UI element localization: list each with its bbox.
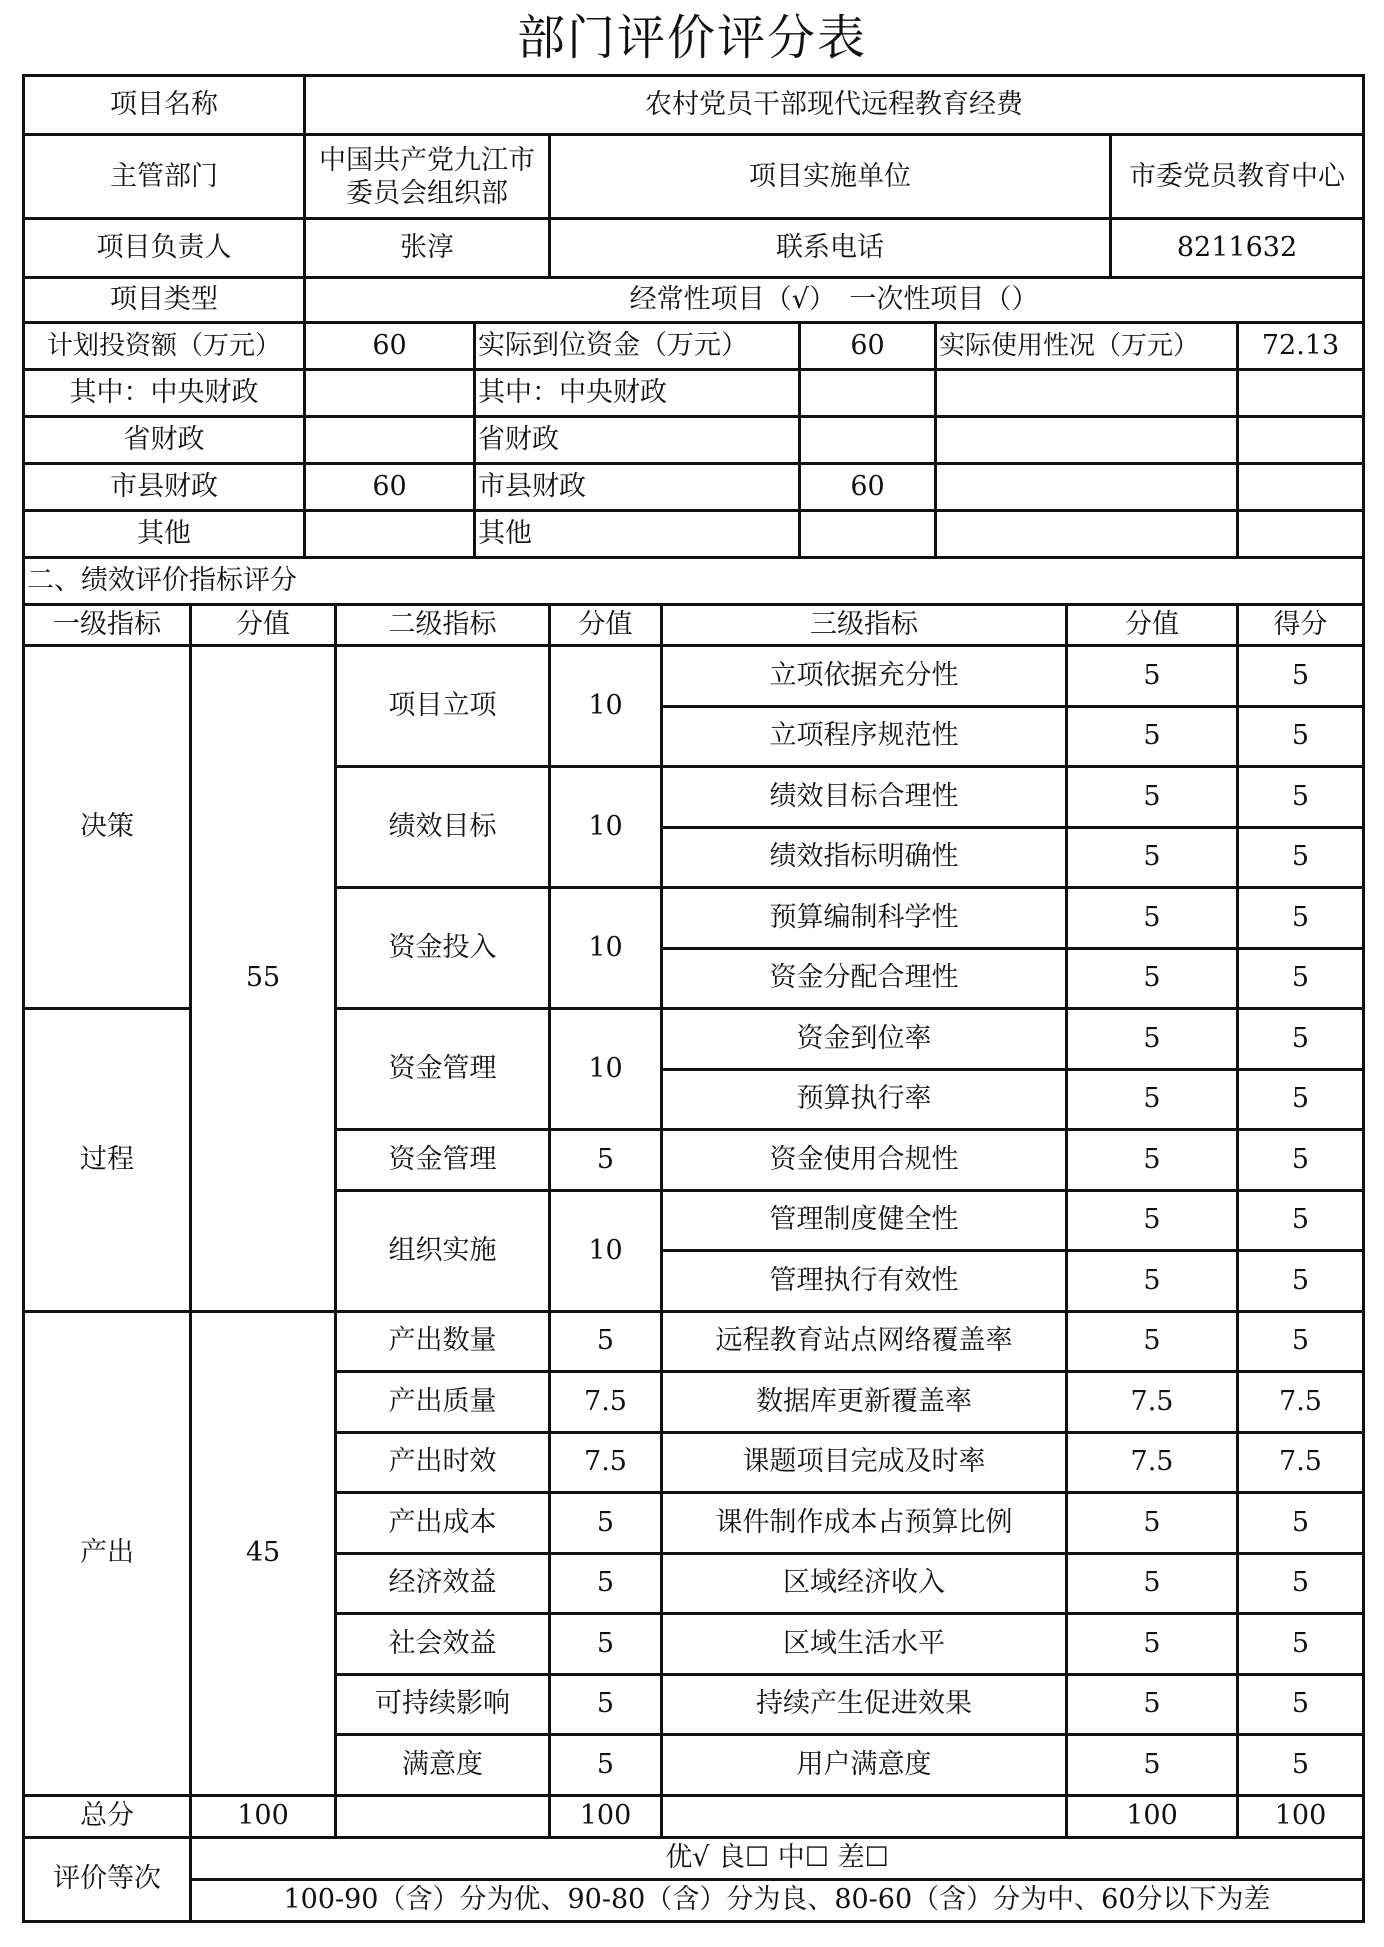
level3-indicator: 课题项目完成及时率 bbox=[662, 1432, 1067, 1493]
used-amount bbox=[936, 417, 1238, 464]
planned-value: 60 bbox=[305, 323, 475, 370]
project-name-label: 项目名称 bbox=[24, 76, 305, 135]
level3-got-score: 7.5 bbox=[1238, 1372, 1364, 1433]
level3-got-score: 5 bbox=[1238, 706, 1364, 767]
type-label: 项目类型 bbox=[24, 278, 305, 323]
level3-indicator: 区域经济收入 bbox=[662, 1553, 1067, 1614]
level3-score: 5 bbox=[1067, 1069, 1238, 1130]
used-amount bbox=[1238, 464, 1364, 511]
level2-score: 10 bbox=[550, 1190, 662, 1311]
level3-indicator: 管理执行有效性 bbox=[662, 1251, 1067, 1312]
level3-got-score: 5 bbox=[1238, 948, 1364, 1009]
level1-indicator: 产出 bbox=[24, 1311, 191, 1795]
level3-score: 5 bbox=[1067, 1190, 1238, 1251]
level3-score: 7.5 bbox=[1067, 1372, 1238, 1433]
actual-amount bbox=[800, 417, 936, 464]
level2-indicator: 资金管理 bbox=[336, 1130, 550, 1191]
level3-got-score: 5 bbox=[1238, 1069, 1364, 1130]
total-l3: 100 bbox=[1067, 1795, 1238, 1837]
source-label: 其中：中央财政 bbox=[475, 370, 800, 417]
level3-got-score: 5 bbox=[1238, 767, 1364, 828]
level3-indicator: 资金分配合理性 bbox=[662, 948, 1067, 1009]
column-header: 一级指标 bbox=[24, 605, 191, 646]
level3-score: 5 bbox=[1067, 1130, 1238, 1191]
impl-value: 市委党员教育中心 bbox=[1111, 135, 1364, 219]
table-row bbox=[24, 646, 1364, 707]
level3-indicator: 管理制度健全性 bbox=[662, 1190, 1067, 1251]
level3-indicator: 课件制作成本占预算比例 bbox=[662, 1493, 1067, 1554]
source-label: 其他 bbox=[475, 511, 800, 558]
level3-score: 5 bbox=[1067, 1553, 1238, 1614]
level2-score: 5 bbox=[550, 1553, 662, 1614]
dept-value: 中国共产党九江市委员会组织部 bbox=[305, 135, 550, 219]
project-info-table bbox=[22, 74, 1365, 324]
source-label: 其中：中央财政 bbox=[24, 370, 305, 417]
leader-label: 项目负责人 bbox=[24, 219, 305, 278]
level3-got-score: 5 bbox=[1238, 1190, 1364, 1251]
total-l2: 100 bbox=[550, 1795, 662, 1837]
level3-indicator: 绩效指标明确性 bbox=[662, 827, 1067, 888]
level3-indicator: 立项程序规范性 bbox=[662, 706, 1067, 767]
level3-indicator: 用户满意度 bbox=[662, 1735, 1067, 1796]
level3-got-score: 5 bbox=[1238, 1674, 1364, 1735]
column-header: 分值 bbox=[191, 605, 336, 646]
level3-got-score: 5 bbox=[1238, 1493, 1364, 1554]
level2-indicator: 绩效目标 bbox=[336, 767, 550, 888]
level3-score: 5 bbox=[1067, 888, 1238, 949]
phone-value: 8211632 bbox=[1111, 219, 1364, 278]
level3-got-score: 5 bbox=[1238, 1735, 1364, 1796]
level2-score: 5 bbox=[550, 1493, 662, 1554]
empty-cell bbox=[336, 1795, 550, 1837]
grade-rule: 100-90（含）分为优、90-80（含）分为良、80-60（含）分为中、60分以下为差 bbox=[191, 1879, 1364, 1921]
actual-value: 60 bbox=[800, 323, 936, 370]
level3-score: 5 bbox=[1067, 767, 1238, 828]
finance-row bbox=[24, 464, 1364, 511]
level3-indicator: 预算执行率 bbox=[662, 1069, 1067, 1130]
level3-score: 5 bbox=[1067, 1251, 1238, 1312]
level3-score: 5 bbox=[1067, 1311, 1238, 1372]
source-label: 市县财政 bbox=[24, 464, 305, 511]
total-row bbox=[24, 1795, 1364, 1837]
level3-got-score: 5 bbox=[1238, 1553, 1364, 1614]
level2-score: 7.5 bbox=[550, 1372, 662, 1433]
dept-label: 主管部门 bbox=[24, 135, 305, 219]
grade-result: 优√ 良☐ 中☐ 差☐ bbox=[191, 1837, 1364, 1879]
level3-score: 5 bbox=[1067, 827, 1238, 888]
level3-indicator: 资金到位率 bbox=[662, 1009, 1067, 1070]
header-row bbox=[24, 605, 1364, 646]
level2-indicator: 满意度 bbox=[336, 1735, 550, 1796]
planned-amount: 60 bbox=[305, 464, 475, 511]
level1-indicator: 过程 bbox=[24, 1009, 191, 1312]
used-amount bbox=[936, 464, 1238, 511]
level3-score: 5 bbox=[1067, 1674, 1238, 1735]
phone-label: 联系电话 bbox=[550, 219, 1111, 278]
level3-score: 7.5 bbox=[1067, 1432, 1238, 1493]
column-header: 二级指标 bbox=[336, 605, 550, 646]
evaluation-form bbox=[22, 74, 1362, 1923]
level2-indicator: 产出数量 bbox=[336, 1311, 550, 1372]
used-value: 72.13 bbox=[1238, 323, 1364, 370]
source-label: 省财政 bbox=[475, 417, 800, 464]
page-title: 部门评价评分表 bbox=[516, 10, 867, 66]
level2-score: 10 bbox=[550, 1009, 662, 1130]
used-amount bbox=[1238, 370, 1364, 417]
finance-row bbox=[24, 511, 1364, 558]
source-label: 市县财政 bbox=[475, 464, 800, 511]
finance-table bbox=[22, 321, 1365, 606]
level3-indicator: 绩效目标合理性 bbox=[662, 767, 1067, 828]
level3-indicator: 数据库更新覆盖率 bbox=[662, 1372, 1067, 1433]
level2-indicator: 产出成本 bbox=[336, 1493, 550, 1554]
used-amount bbox=[1238, 417, 1364, 464]
finance-row bbox=[24, 417, 1364, 464]
level2-score: 5 bbox=[550, 1735, 662, 1796]
total-got: 100 bbox=[1238, 1795, 1364, 1837]
level2-score: 5 bbox=[550, 1130, 662, 1191]
level3-score: 5 bbox=[1067, 1493, 1238, 1554]
level3-score: 5 bbox=[1067, 1735, 1238, 1796]
table-row bbox=[24, 1311, 1364, 1372]
source-label: 省财政 bbox=[24, 417, 305, 464]
level3-score: 5 bbox=[1067, 1614, 1238, 1675]
level2-indicator: 资金管理 bbox=[336, 1009, 550, 1130]
level2-indicator: 经济效益 bbox=[336, 1553, 550, 1614]
level3-got-score: 7.5 bbox=[1238, 1432, 1364, 1493]
level2-indicator: 社会效益 bbox=[336, 1614, 550, 1675]
total-l1: 100 bbox=[191, 1795, 336, 1837]
used-amount bbox=[1238, 511, 1364, 558]
actual-label: 实际到位资金（万元） bbox=[475, 323, 800, 370]
level2-indicator: 项目立项 bbox=[336, 646, 550, 767]
level2-score: 5 bbox=[550, 1311, 662, 1372]
level3-indicator: 立项依据充分性 bbox=[662, 646, 1067, 707]
column-header: 分值 bbox=[1067, 605, 1238, 646]
level2-score: 10 bbox=[550, 767, 662, 888]
level3-got-score: 5 bbox=[1238, 1251, 1364, 1312]
section-title: 二、绩效评价指标评分 bbox=[24, 558, 1364, 605]
actual-amount bbox=[800, 370, 936, 417]
used-amount bbox=[936, 370, 1238, 417]
used-label: 实际使用性况（万元） bbox=[936, 323, 1238, 370]
level3-indicator: 预算编制科学性 bbox=[662, 888, 1067, 949]
planned-amount bbox=[305, 417, 475, 464]
level2-score: 10 bbox=[550, 646, 662, 767]
planned-amount bbox=[305, 370, 475, 417]
level3-got-score: 5 bbox=[1238, 646, 1364, 707]
project-name-value: 农村党员干部现代远程教育经费 bbox=[305, 76, 1364, 135]
level2-indicator: 资金投入 bbox=[336, 888, 550, 1009]
level3-got-score: 5 bbox=[1238, 1130, 1364, 1191]
level3-got-score: 5 bbox=[1238, 888, 1364, 949]
finance-row bbox=[24, 370, 1364, 417]
level1-score: 55 bbox=[191, 646, 336, 1312]
total-label: 总分 bbox=[24, 1795, 191, 1837]
source-label: 其他 bbox=[24, 511, 305, 558]
actual-amount bbox=[800, 511, 936, 558]
level3-score: 5 bbox=[1067, 706, 1238, 767]
level2-score: 10 bbox=[550, 888, 662, 1009]
level3-score: 5 bbox=[1067, 948, 1238, 1009]
grade-label: 评价等次 bbox=[24, 1837, 191, 1921]
level2-indicator: 产出时效 bbox=[336, 1432, 550, 1493]
level3-indicator: 远程教育站点网络覆盖率 bbox=[662, 1311, 1067, 1372]
level3-indicator: 资金使用合规性 bbox=[662, 1130, 1067, 1191]
column-header: 三级指标 bbox=[662, 605, 1067, 646]
level3-got-score: 5 bbox=[1238, 1614, 1364, 1675]
level3-score: 5 bbox=[1067, 1009, 1238, 1070]
planned-amount bbox=[305, 511, 475, 558]
level3-got-score: 5 bbox=[1238, 1009, 1364, 1070]
level2-indicator: 可持续影响 bbox=[336, 1674, 550, 1735]
planned-label: 计划投资额（万元） bbox=[24, 323, 305, 370]
column-header: 得分 bbox=[1238, 605, 1364, 646]
level2-score: 5 bbox=[550, 1674, 662, 1735]
level1-indicator: 决策 bbox=[24, 646, 191, 1009]
used-amount bbox=[936, 511, 1238, 558]
type-value: 经常性项目（√） 一次性项目（） bbox=[305, 278, 1364, 323]
level2-score: 7.5 bbox=[550, 1432, 662, 1493]
level3-score: 5 bbox=[1067, 646, 1238, 707]
level2-indicator: 组织实施 bbox=[336, 1190, 550, 1311]
actual-amount: 60 bbox=[800, 464, 936, 511]
leader-value: 张淳 bbox=[305, 219, 550, 278]
empty-cell bbox=[662, 1795, 1067, 1837]
column-header: 分值 bbox=[550, 605, 662, 646]
level3-indicator: 区域生活水平 bbox=[662, 1614, 1067, 1675]
impl-label: 项目实施单位 bbox=[550, 135, 1111, 219]
level2-indicator: 产出质量 bbox=[336, 1372, 550, 1433]
level3-indicator: 持续产生促进效果 bbox=[662, 1674, 1067, 1735]
scoring-table bbox=[22, 603, 1365, 1923]
level1-score: 45 bbox=[191, 1311, 336, 1795]
level2-score: 5 bbox=[550, 1614, 662, 1675]
level3-got-score: 5 bbox=[1238, 827, 1364, 888]
level3-got-score: 5 bbox=[1238, 1311, 1364, 1372]
